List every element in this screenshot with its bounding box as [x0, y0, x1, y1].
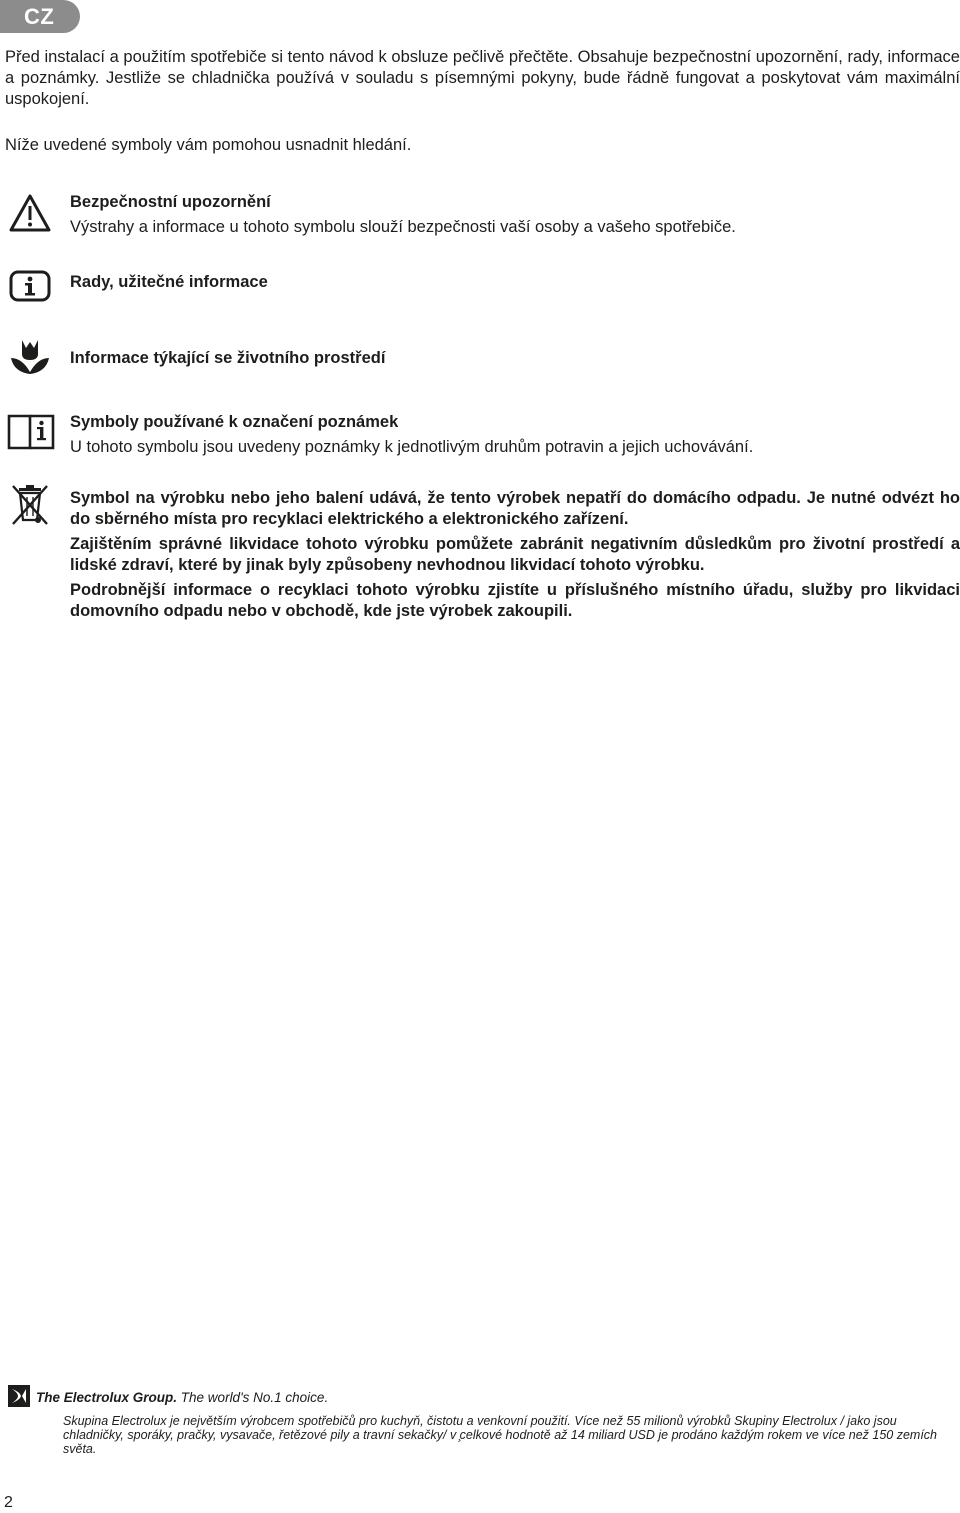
electrolux-logo [8, 1385, 30, 1407]
flower-icon [8, 336, 52, 380]
notes-title: Symboly používané k označení poznámek [70, 413, 399, 431]
page-number: 2 [4, 1494, 13, 1511]
safety-text: Výstrahy a informace u tohoto symbolu slouží bezpečnosti vaší osoby a vašeho spotřebiče. [70, 218, 736, 236]
tips-title: Rady, užitečné informace [70, 273, 268, 291]
intro-section [5, 47, 960, 156]
info-icon [8, 264, 52, 308]
language-badge [0, 0, 80, 33]
footer-brand-tagline: The world's No.1 choice. [180, 1390, 329, 1405]
footer-brand-name: The Electrolux Group. [36, 1390, 178, 1405]
language-code: CZ [24, 4, 55, 29]
intro-paragraph: Před instalací a použitím spotřebiče si tento návod k obsluze pečlivě přečtěte. Obsahuje bezpečnostní upozornění, rady, informace a poznámky. Jestliže se chladnička používá v souladu s písemnými pokyny, bude řádně fungovat a poskytovat vám maximální uspokojení. [5, 48, 960, 108]
environment-title: Informace týkající se životního prostředí [70, 349, 386, 367]
footer-text: Skupina Electrolux je největším výrobcem spotřebičů pro kuchyň, čistotu a venkovní použití. Více než 55 milionů výrobků Skupiny Electrolux / jako jsou chladničky, sporáky, pračky, vysavače, řetězové pily a travní sekačky/ v ̧celkové hodnotě až 14 miliard USD je prodáno každým rokem ve více než 150 zemích světa. [63, 1414, 937, 1456]
crossed-bin-icon [8, 482, 52, 528]
footer-brand [36, 1390, 328, 1405]
notes-text: U tohoto symbolu jsou uvedeny poznámky k jednotlivým druhům potravin a jejich uchovávání. [70, 438, 754, 456]
weee-paragraph-1: Symbol na výrobku nebo jeho balení udává, že tento výrobek nepatří do domácího odpadu. Je nutné odvézt ho do sběrného místa pro recyklaci elektrického a elektronického zařízení. [70, 489, 960, 528]
book-info-icon [6, 408, 56, 452]
warning-triangle-icon [8, 192, 52, 236]
weee-paragraph-2: Zajištěním správné likvidace tohoto výrobku pomůžete zabránit negativním důsledkům pro životní prostředí a lidské zdraví, které by jinak byly způsobeny nevhodnou likvidací tohoto výrobku. [70, 535, 960, 574]
symbols-intro: Níže uvedené symboly vám pomohou usnadnit hledání. [5, 136, 412, 154]
safety-title: Bezpečnostní upozornění [70, 193, 271, 211]
weee-paragraph-3: Podrobnější informace o recyklaci tohoto výrobku zjistíte u příslušného místního úřadu, služby pro likvidaci domovního odpadu nebo v obchodě, kde jste výrobek zakoupili. [70, 581, 960, 620]
